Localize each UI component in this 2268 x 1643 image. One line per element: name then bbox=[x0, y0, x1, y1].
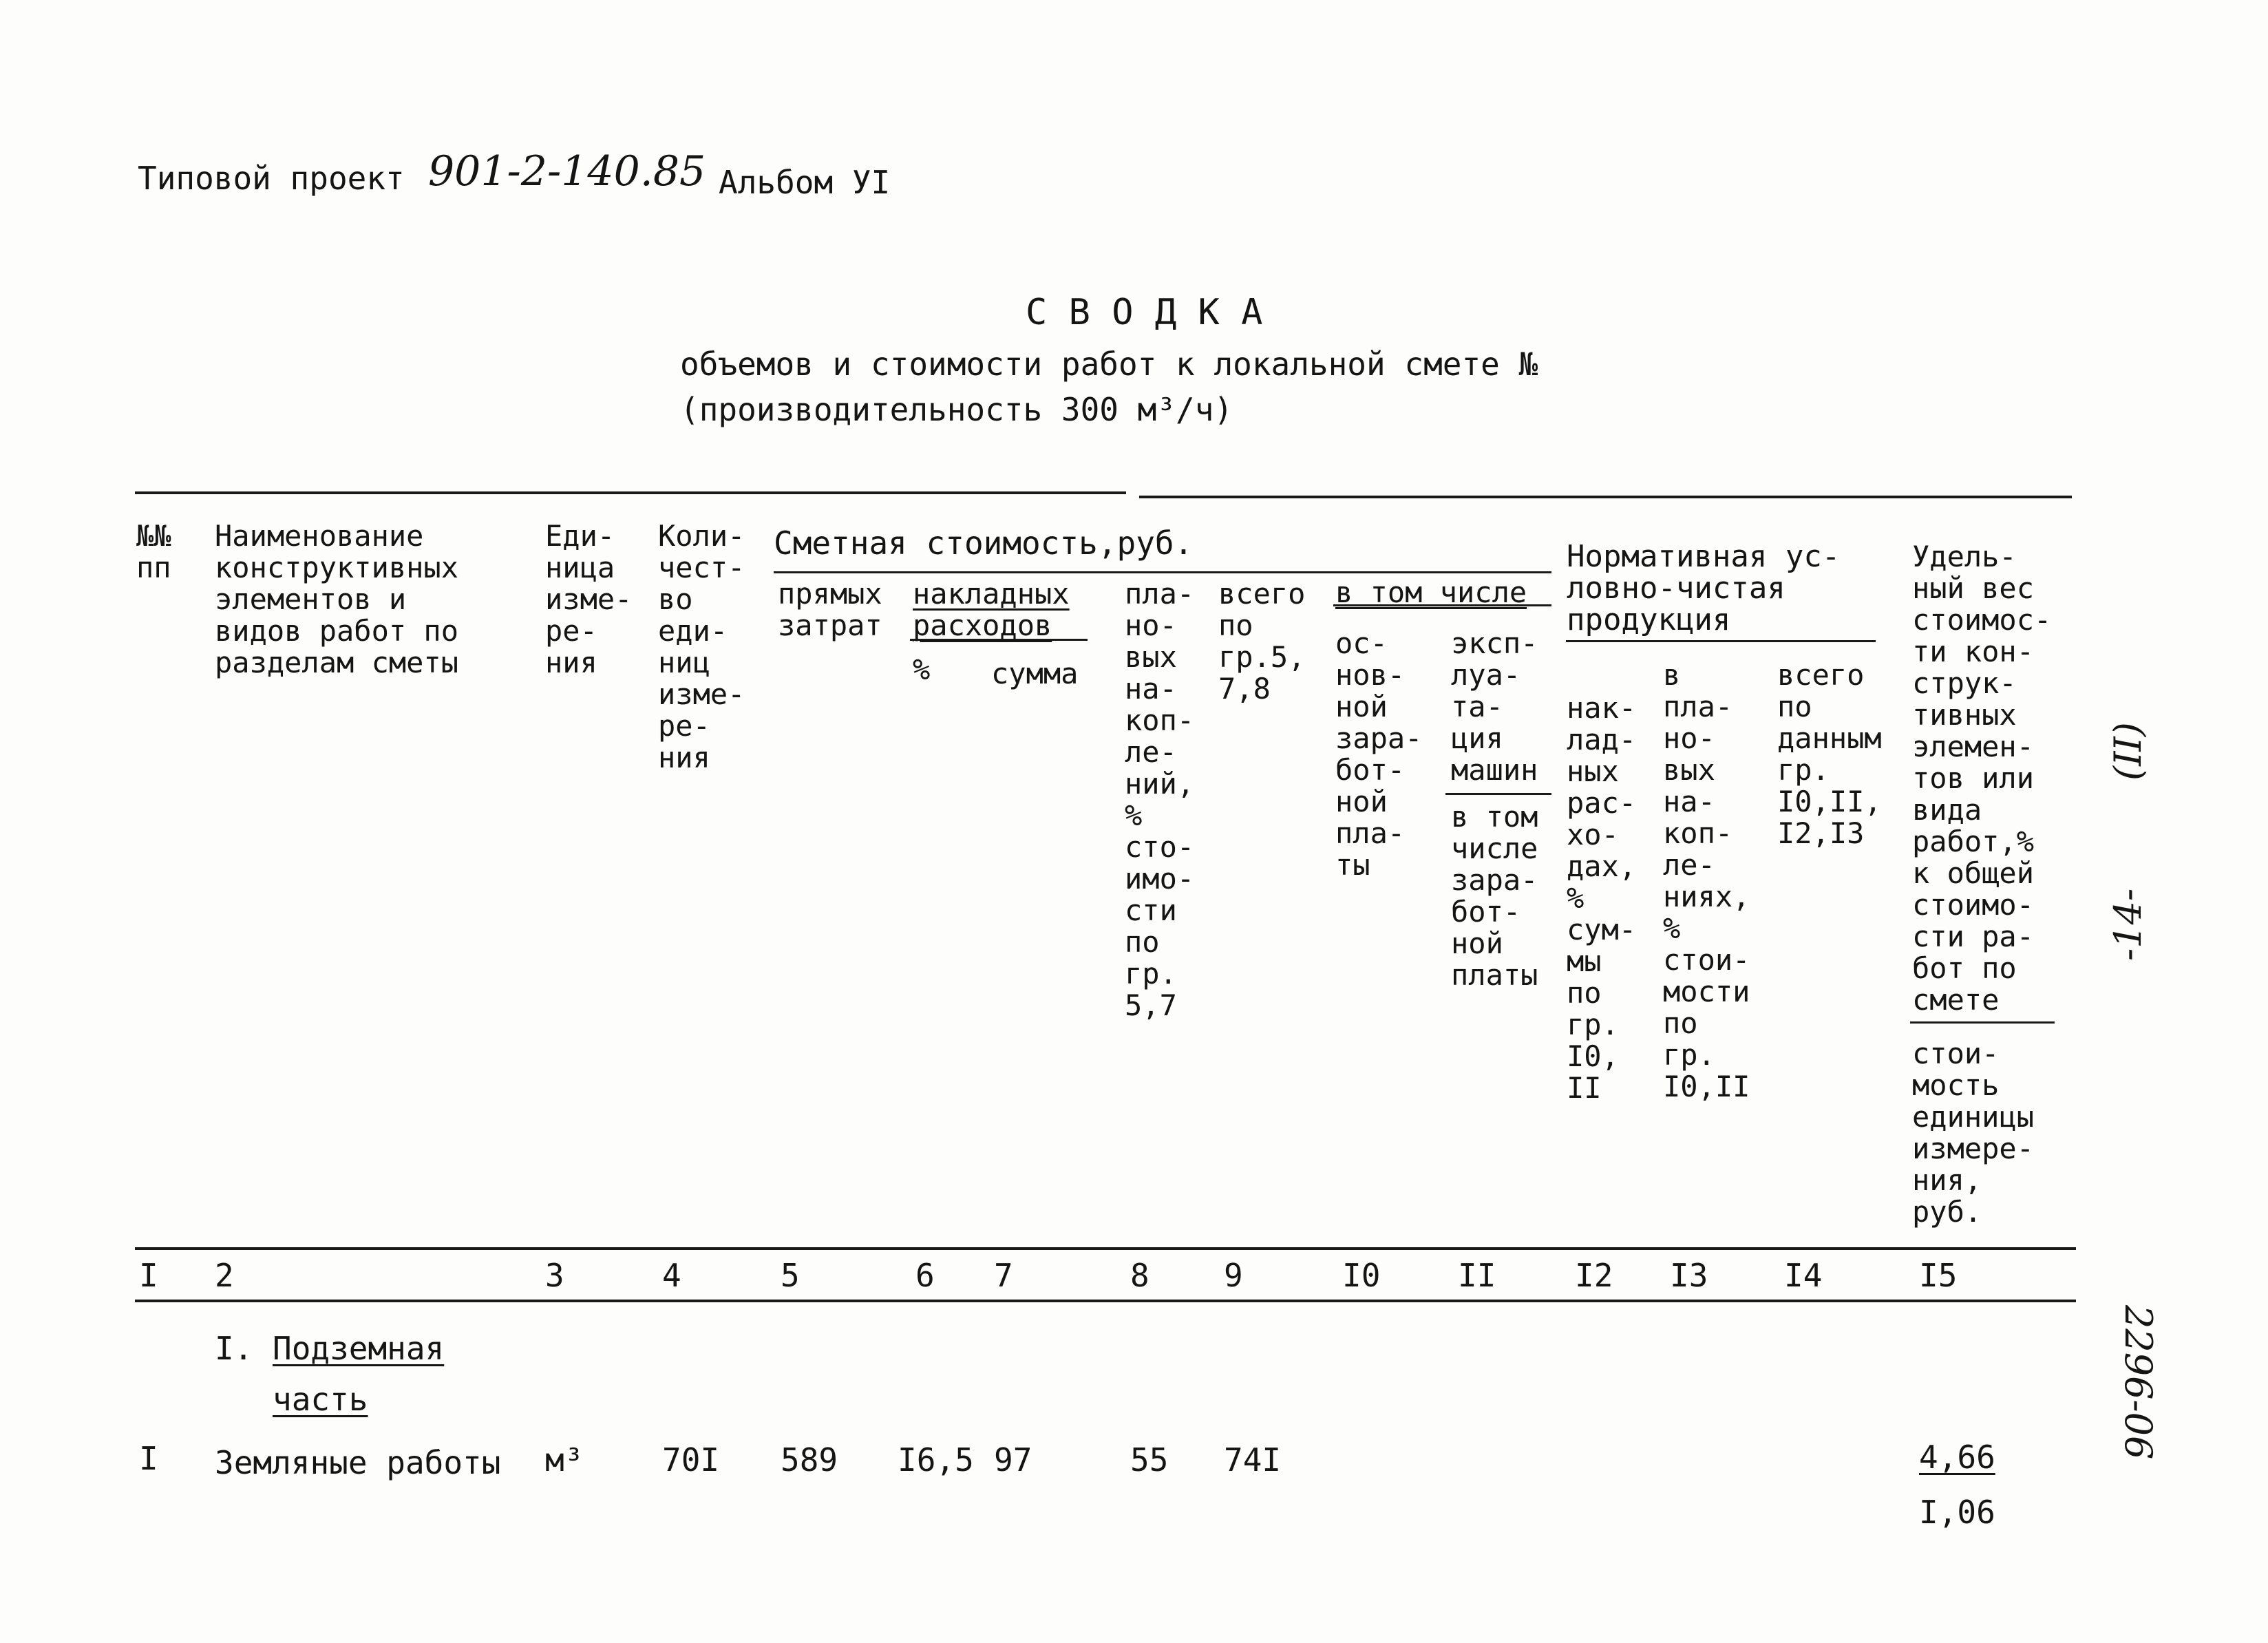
header-bottom-rule bbox=[135, 1247, 2076, 1250]
col-number: 7 bbox=[994, 1257, 1013, 1294]
col-number: 6 bbox=[915, 1257, 935, 1294]
col-number: II bbox=[1458, 1257, 1496, 1294]
col-header-qty: Коли- чест- во еди- ниц изме- ре- ния bbox=[658, 519, 745, 774]
row-no: I bbox=[139, 1440, 158, 1477]
col-number: I0 bbox=[1342, 1257, 1381, 1294]
col-number: 4 bbox=[662, 1257, 681, 1294]
col-number: I bbox=[139, 1257, 158, 1294]
col-header-share: Удель- ный вес стоимос- ти кон- струк- тивных элемен- тов или вида работ,% к общей стоимо- сти ра- бот по смете bbox=[1912, 540, 2052, 1017]
col-number: 3 bbox=[545, 1257, 564, 1294]
col-number: 8 bbox=[1130, 1257, 1149, 1294]
col-number: I3 bbox=[1670, 1257, 1708, 1294]
col-header-norm-total: всего по данным гр. I0,II, I2,I3 bbox=[1777, 658, 1882, 850]
cost-group-rule bbox=[774, 571, 1551, 573]
col-header-total: всего по гр.5, 7,8 bbox=[1218, 577, 1306, 706]
row-qty: 70I bbox=[662, 1441, 720, 1478]
col-header-unit-cost: стои- мость единицы измере- ния, руб. bbox=[1912, 1037, 2035, 1229]
col-header-unit: Еди- ница изме- ре- ния bbox=[545, 519, 633, 679]
document-title: С В О Д К А bbox=[1026, 292, 1263, 333]
project-number: 901-2-140.85 bbox=[428, 147, 706, 195]
col-header-norm-savings: в пла- но- вых на- коп- ле- ниях, % стои- мости по гр. I0,II bbox=[1663, 658, 1750, 1103]
col-header-machine-operation: эксп- луа- та- ция машин bbox=[1451, 626, 1538, 787]
row-plan: 55 bbox=[1130, 1441, 1169, 1478]
machines-rule bbox=[1445, 793, 1551, 795]
row-total: 74I bbox=[1224, 1441, 1282, 1478]
col-header-base-wages: ос- нов- ной зара- бот- ной пла- ты bbox=[1335, 626, 1423, 882]
col-number: 5 bbox=[781, 1257, 800, 1294]
document-capacity: (производительность 300 м³/ч) bbox=[680, 391, 1233, 428]
col-number: I5 bbox=[1919, 1257, 1958, 1294]
margin-code: 2296-06 bbox=[2117, 1305, 2160, 1460]
row-direct: 589 bbox=[781, 1441, 838, 1478]
col-header-no: №№ пп bbox=[136, 519, 171, 584]
table-top-rule-right bbox=[1139, 496, 2072, 498]
album-label: Альбом УI bbox=[719, 164, 891, 201]
col-number: I4 bbox=[1784, 1257, 1823, 1294]
col15-fraction-rule bbox=[1910, 1021, 2055, 1024]
col-header-overhead-sum: сумма bbox=[991, 657, 1079, 690]
page-number-mark: -14- bbox=[2106, 888, 2150, 961]
row-unit-cost: I,06 bbox=[1919, 1494, 1995, 1531]
norm-group-rule bbox=[1566, 640, 1876, 642]
col-header-direct-costs: прямых затрат bbox=[778, 577, 882, 642]
col-header-overhead: накладных расходов bbox=[913, 577, 1070, 642]
col-group-estimated-cost: Сметная стоимость,руб. bbox=[774, 524, 1194, 562]
row-share: 4,66 bbox=[1919, 1439, 1995, 1476]
section-title-line1: Подземная bbox=[273, 1330, 445, 1367]
margin-mark: (II) bbox=[2106, 722, 2150, 781]
col-header-machine-wages: в том числе зара- бот- ной платы bbox=[1451, 800, 1538, 992]
section-number: I. bbox=[215, 1330, 253, 1367]
table-top-rule-left bbox=[135, 491, 1126, 494]
col-header-overhead-pct: % bbox=[913, 653, 931, 686]
row-oh-sum: 97 bbox=[994, 1441, 1032, 1478]
row-unit: м³ bbox=[545, 1441, 584, 1478]
project-label: Типовой проект bbox=[138, 160, 405, 197]
row-name: Земляные работы bbox=[215, 1444, 501, 1481]
col-header-name: Наименование конструктивных элементов и видов работ по разделам сметы bbox=[215, 519, 459, 679]
col-numbers-rule bbox=[135, 1300, 2076, 1302]
col-group-normative-production: Нормативная ус- ловно-чистая продукция bbox=[1567, 539, 1841, 637]
col-number: I2 bbox=[1575, 1257, 1613, 1294]
col-header-norm-overhead: нак- лад- ных рас- хо- дах, % сум- мы по гр. I0, II bbox=[1567, 691, 1637, 1105]
section-title-line2: часть bbox=[273, 1381, 368, 1418]
col-number: 2 bbox=[215, 1257, 234, 1294]
col-header-planned-savings: пла- но- вых на- коп- ле- ний, % сто- имо- сти по гр. 5,7 bbox=[1125, 577, 1195, 1022]
row-oh-pct: I6,5 bbox=[898, 1441, 974, 1478]
col-number: 9 bbox=[1224, 1257, 1243, 1294]
document-subtitle: объемов и стоимости работ к локальной смете № bbox=[680, 346, 1538, 383]
col-header-including: в том числе bbox=[1335, 575, 1527, 609]
